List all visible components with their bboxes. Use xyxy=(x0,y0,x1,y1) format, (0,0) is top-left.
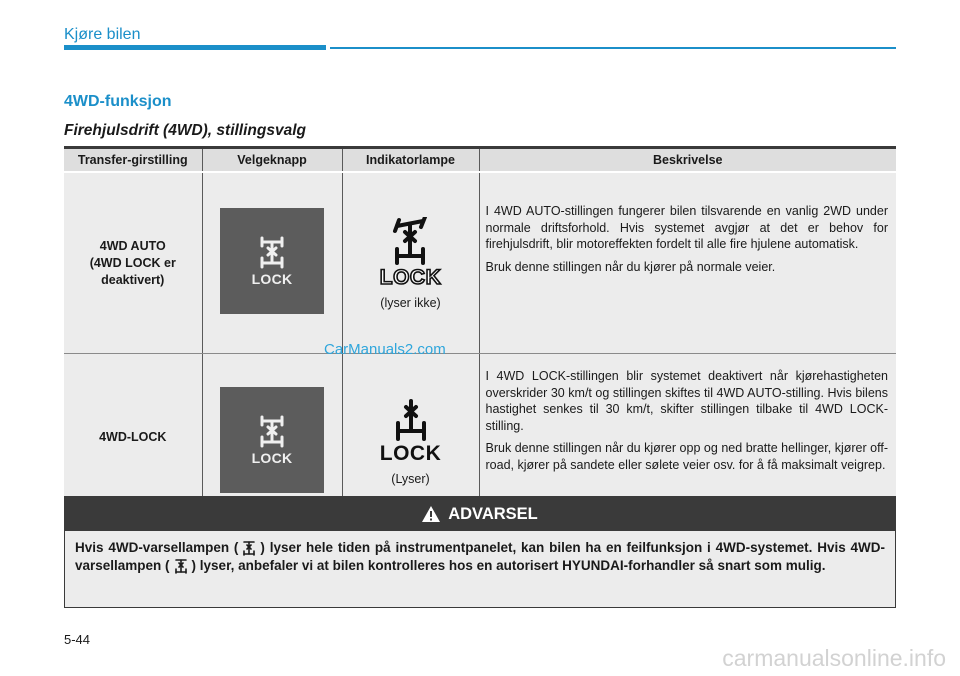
warning-header xyxy=(65,497,895,531)
4wd-lock-icon xyxy=(257,235,287,269)
transfer-line: (4WD LOCK er xyxy=(89,255,176,270)
selector-knob-cell xyxy=(202,172,342,354)
table-header-row xyxy=(64,148,896,173)
column-header: Beskrivelse xyxy=(479,148,896,173)
indicator-state: (lyser ikke) xyxy=(380,295,441,310)
indicator-label: LOCK xyxy=(379,265,442,289)
transfer-line: 4WD AUTO xyxy=(99,238,166,253)
section-title: Kjøre bilen xyxy=(64,26,141,43)
indicator-state: (Lyser) xyxy=(391,471,430,486)
warning-text xyxy=(65,531,895,575)
transfer-line: deaktivert) xyxy=(101,272,165,287)
transfer-position-cell xyxy=(64,172,202,354)
header-rule xyxy=(330,47,896,49)
warning-triangle-icon xyxy=(422,506,440,522)
4wd-indicator-icon xyxy=(391,217,431,265)
footer-watermark: carmanualsonline.info xyxy=(722,645,946,671)
description-paragraph: I 4WD AUTO-stillingen fungerer bilen tilsvarende en vanlig 2WD under normale driftsforhold. Hvis systemet avgjør at det er behov for firehjulsdrift, blir motoreffekten fordelt til alle fire hjulene automatisk. xyxy=(485,204,888,251)
column-header: Velgeknapp xyxy=(202,148,342,173)
page-number: 5-44 xyxy=(64,632,91,647)
description-paragraph: I 4WD LOCK-stillingen blir systemet deaktivert når kjørehastigheten overskrider 30 km/t og stillingen skiftes til 4WD AUTO-stilling. Hvis bilens hastighet senkes til 30 km/t, skifter stillingen tilbake til 4WD LOCK-stilling. xyxy=(485,369,888,433)
knob-label: LOCK xyxy=(251,271,293,287)
knob-label: LOCK xyxy=(251,450,293,466)
4wd-warning-lamp-icon xyxy=(174,558,188,574)
4wd-lock-button xyxy=(220,208,324,314)
transfer-line: 4WD-LOCK xyxy=(99,429,167,444)
watermark-link[interactable]: CarManuals2.com xyxy=(324,341,446,358)
column-header: Indikatorlampe xyxy=(342,148,479,173)
4wd-lock-button xyxy=(220,387,324,493)
warning-text-part: ) lyser hele tiden på instrumentpanelet, kan bilen ha en feilfunksjon i 4WD-systemet. Hvis 4WD-varsellampen ( xyxy=(75,540,886,573)
warning-title: ADVARSEL xyxy=(448,504,538,523)
table-row xyxy=(64,172,896,354)
4wd-lock-icon xyxy=(257,414,287,448)
description-paragraph: Bruk denne stillingen når du kjører opp og ned bratte hellinger, kjører off-road, kjører på sandete eller sølete veier osv. for å få maksimalt veigrep. xyxy=(485,441,888,472)
header-accent-bar xyxy=(64,45,326,50)
warning-box xyxy=(64,496,896,608)
warning-text-part: ) lyser, anbefaler vi at bilen kontrolleres hos en autorisert HYUNDAI-forhandler så snart som mulig. xyxy=(191,558,826,573)
page-heading: 4WD-funksjon xyxy=(64,93,172,110)
mode-table xyxy=(64,146,896,522)
column-header: Transfer-girstilling xyxy=(64,148,202,173)
page-subheading: Firehjulsdrift (4WD), stillingsvalg xyxy=(64,122,306,139)
4wd-warning-lamp-icon xyxy=(242,540,256,556)
indicator-cell xyxy=(342,172,479,354)
indicator-label: LOCK xyxy=(379,441,442,465)
4wd-indicator-icon xyxy=(394,399,428,441)
description-paragraph: Bruk denne stillingen når du kjører på normale veier. xyxy=(485,259,776,274)
warning-text-part: Hvis 4WD-varsellampen ( xyxy=(75,540,239,555)
description-cell xyxy=(479,172,896,354)
